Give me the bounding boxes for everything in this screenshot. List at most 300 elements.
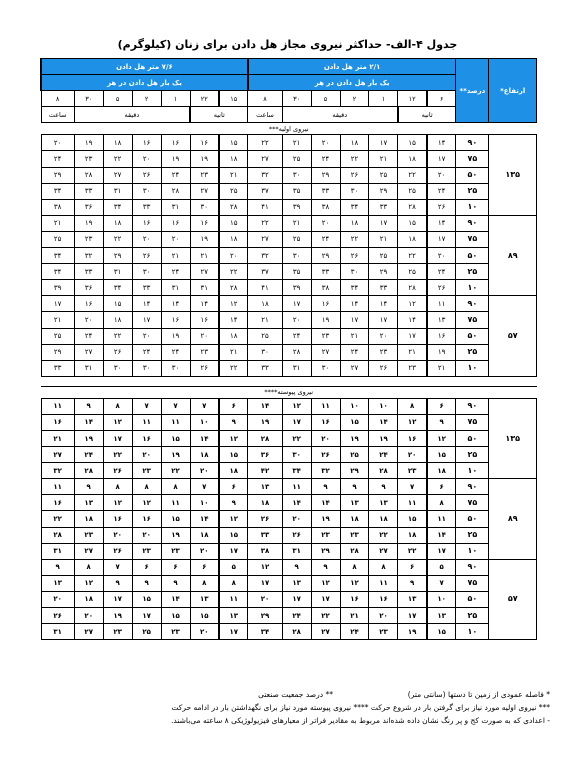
value-cell: ۹ <box>398 575 427 591</box>
value-cell: ۲۲ <box>340 151 369 167</box>
value-cell: ۱۸ <box>369 511 398 527</box>
value-cell: ۳۴ <box>41 183 74 199</box>
value-cell: ۲۱ <box>248 312 282 328</box>
value-cell: ۱۵ <box>427 624 456 640</box>
percent-cell: ۲۵ <box>456 447 489 463</box>
value-cell: ۲۴ <box>132 344 161 360</box>
value-cell: ۱۸ <box>340 135 369 151</box>
table-row <box>41 559 537 575</box>
value-cell: ۲۰ <box>311 430 340 446</box>
value-cell: ۱۲ <box>103 414 132 430</box>
freq-b-5: ۳۰ <box>74 91 103 107</box>
value-cell: ۲۵ <box>282 231 311 247</box>
value-cell: ۳۹ <box>282 199 311 215</box>
table-row <box>41 199 537 215</box>
value-cell: ۱۴ <box>190 430 219 446</box>
value-cell: ۸ <box>190 575 219 591</box>
value-cell: ۱۱ <box>369 575 398 591</box>
height-cell: ۱۳۵ <box>489 135 537 215</box>
value-cell: ۳۴ <box>41 264 74 280</box>
value-cell: ۲۰ <box>248 591 282 607</box>
footnote-height: * فاصله عمودی از زمین تا دستها (سانتی متر) <box>407 690 550 699</box>
value-cell: ۱۴ <box>282 495 311 511</box>
value-cell: ۲۸ <box>41 527 74 543</box>
value-cell: ۳۷ <box>248 183 282 199</box>
value-cell: ۲۲ <box>340 231 369 247</box>
value-cell: ۱۱ <box>282 479 311 495</box>
value-cell: ۲۲ <box>398 167 427 183</box>
value-cell: ۲۰ <box>41 135 74 151</box>
value-cell: ۲۵ <box>282 151 311 167</box>
value-cell: ۱۱ <box>427 296 456 312</box>
value-cell: ۱۸ <box>103 215 132 231</box>
value-cell: ۲۸ <box>74 167 103 183</box>
percent-cell: ۵۰ <box>456 591 489 607</box>
value-cell: ۲۸ <box>369 463 398 479</box>
value-cell: ۳۲ <box>311 463 340 479</box>
value-cell: ۲۵ <box>248 328 282 344</box>
value-cell: ۲۰ <box>311 135 340 151</box>
value-cell: ۳۰ <box>311 360 340 376</box>
value-cell: ۱۴ <box>248 398 282 414</box>
value-cell: ۳۱ <box>190 280 219 296</box>
value-cell: ۱۴ <box>427 135 456 151</box>
value-cell: ۲۰ <box>132 231 161 247</box>
value-cell: ۱۱ <box>132 414 161 430</box>
value-cell: ۳۱ <box>103 264 132 280</box>
value-cell: ۱۶ <box>190 215 219 231</box>
value-cell: ۲۲ <box>398 248 427 264</box>
value-cell: ۳۰ <box>282 447 311 463</box>
value-cell: ۱۶ <box>103 511 132 527</box>
value-cell: ۲۲ <box>282 430 311 446</box>
value-cell: ۲۱ <box>340 608 369 624</box>
value-cell: ۲۲ <box>161 463 190 479</box>
value-cell: ۲۷ <box>248 231 282 247</box>
section-label-row <box>41 386 537 398</box>
value-cell: ۳۰ <box>132 264 161 280</box>
section-label: نیروی اولیه*** <box>41 123 537 135</box>
freq-b-2: ۱ <box>161 91 190 107</box>
freq-a-0: ۶ <box>427 91 456 107</box>
value-cell: ۲۶ <box>103 543 132 559</box>
value-cell: ۱۲ <box>74 575 103 591</box>
value-cell: ۲۷ <box>41 447 74 463</box>
unit-hour-b: ساعت <box>41 107 74 123</box>
value-cell: ۳۳ <box>74 183 103 199</box>
value-cell: ۱۱ <box>311 398 340 414</box>
group-a-header: ۲/۱ متر هل دادن <box>248 59 456 75</box>
value-cell: ۲۶ <box>132 167 161 183</box>
value-cell: ۷ <box>132 398 161 414</box>
value-cell: ۲۳ <box>74 231 103 247</box>
value-cell: ۹ <box>103 575 132 591</box>
unit-hour-a: ساعت <box>248 107 282 123</box>
value-cell: ۲۲ <box>219 360 248 376</box>
value-cell: ۳۴ <box>282 463 311 479</box>
value-cell: ۱۷ <box>132 312 161 328</box>
value-cell: ۱۹ <box>74 135 103 151</box>
value-cell: ۲۰ <box>369 328 398 344</box>
value-cell: ۲۹ <box>41 167 74 183</box>
freq-b-3: ۲ <box>132 91 161 107</box>
value-cell: ۱۸ <box>74 591 103 607</box>
value-cell: ۶ <box>427 479 456 495</box>
value-cell: ۱۴ <box>369 296 398 312</box>
value-cell: ۳۴ <box>248 624 282 640</box>
value-cell: ۲۰ <box>282 312 311 328</box>
value-cell: ۲۰ <box>74 312 103 328</box>
value-cell: ۱۶ <box>161 135 190 151</box>
value-cell: ۱۵ <box>219 527 248 543</box>
freq-b-4: ۵ <box>103 91 132 107</box>
value-cell: ۲۶ <box>190 360 219 376</box>
value-cell: ۲۱ <box>398 344 427 360</box>
value-cell: ۲۴ <box>427 183 456 199</box>
percent-cell: ۱۰ <box>456 543 489 559</box>
value-cell: ۷ <box>427 575 456 591</box>
value-cell: ۱۶ <box>41 495 74 511</box>
value-cell: ۳۳ <box>248 527 282 543</box>
value-cell: ۱۳ <box>398 591 427 607</box>
value-cell: ۱۱ <box>398 495 427 511</box>
value-cell: ۱۶ <box>161 312 190 328</box>
value-cell: ۱۲ <box>398 296 427 312</box>
percent-cell: ۲۵ <box>456 264 489 280</box>
table-row <box>41 398 537 414</box>
value-cell: ۳۲ <box>41 463 74 479</box>
value-cell: ۱۶ <box>132 511 161 527</box>
value-cell: ۳۸ <box>248 543 282 559</box>
value-cell: ۱۸ <box>190 527 219 543</box>
value-cell: ۱۸ <box>219 463 248 479</box>
value-cell: ۱۰ <box>190 495 219 511</box>
value-cell: ۲۰ <box>427 248 456 264</box>
table-row <box>41 414 537 430</box>
value-cell: ۱۲ <box>398 414 427 430</box>
value-cell: ۲۰ <box>132 328 161 344</box>
value-cell: ۳۳ <box>369 280 398 296</box>
value-cell: ۱۷ <box>219 624 248 640</box>
value-cell: ۲۷ <box>311 624 340 640</box>
value-cell: ۳۸ <box>311 280 340 296</box>
value-cell: ۲۲ <box>103 447 132 463</box>
value-cell: ۱۸ <box>340 215 369 231</box>
value-cell: ۲۱ <box>427 360 456 376</box>
table-row <box>41 215 537 231</box>
value-cell: ۲۲ <box>398 543 427 559</box>
value-cell: ۳۳ <box>311 183 340 199</box>
percent-cell: ۷۵ <box>456 495 489 511</box>
value-cell: ۲۱ <box>190 248 219 264</box>
value-cell: ۷ <box>398 479 427 495</box>
value-cell: ۱۶ <box>132 430 161 446</box>
table-row <box>41 463 537 479</box>
value-cell: ۳۱ <box>74 360 103 376</box>
value-cell: ۲۱ <box>161 248 190 264</box>
value-cell: ۱۶ <box>340 591 369 607</box>
value-cell: ۲۴ <box>161 264 190 280</box>
value-cell: ۲۶ <box>41 608 74 624</box>
value-cell: ۳۸ <box>311 199 340 215</box>
table-title: جدول ۴-الف- حداکثر نیروی مجاز هل دادن برای زنان (کیلوگرم) <box>117 38 458 51</box>
value-cell: ۱۴ <box>340 296 369 312</box>
value-cell: ۱۵ <box>398 135 427 151</box>
value-cell: ۳۰ <box>132 360 161 376</box>
value-cell: ۱۴ <box>132 296 161 312</box>
value-cell: ۱۴ <box>161 296 190 312</box>
table-row <box>41 511 537 527</box>
value-cell: ۱۴ <box>74 414 103 430</box>
value-cell: ۲۳ <box>74 151 103 167</box>
value-cell: ۲۳ <box>132 543 161 559</box>
value-cell: ۲۵ <box>369 167 398 183</box>
value-cell: ۲۱ <box>282 135 311 151</box>
value-cell: ۱۷ <box>340 312 369 328</box>
value-cell: ۲۷ <box>74 344 103 360</box>
value-cell: ۲۳ <box>398 360 427 376</box>
value-cell: ۲۵ <box>340 447 369 463</box>
value-cell: ۳۱ <box>161 280 190 296</box>
value-cell: ۱۸ <box>74 511 103 527</box>
value-cell: ۱۹ <box>248 414 282 430</box>
value-cell: ۲۶ <box>427 199 456 215</box>
value-cell: ۱۶ <box>190 135 219 151</box>
value-cell: ۱۶ <box>132 135 161 151</box>
value-cell: ۳۰ <box>282 248 311 264</box>
percent-cell: ۲۵ <box>456 183 489 199</box>
value-cell: ۱۸ <box>219 328 248 344</box>
value-cell: ۲۱ <box>369 151 398 167</box>
value-cell: ۱۹ <box>161 527 190 543</box>
value-cell: ۱۸ <box>398 231 427 247</box>
percent-cell: ۱۰ <box>456 280 489 296</box>
value-cell: ۳۰ <box>340 183 369 199</box>
value-cell: ۲۶ <box>311 447 340 463</box>
value-cell: ۱۸ <box>340 511 369 527</box>
value-cell: ۲۸ <box>74 463 103 479</box>
table-row <box>41 344 537 360</box>
unit-second-b: ثانیه <box>190 107 248 123</box>
value-cell: ۱۸ <box>248 296 282 312</box>
freq-b-6: ۸ <box>41 91 74 107</box>
value-cell: ۲۲ <box>103 231 132 247</box>
value-cell: ۲۵ <box>132 624 161 640</box>
height-cell: ۸۹ <box>489 479 537 559</box>
value-cell: ۲۰ <box>132 527 161 543</box>
freq-b-1: ۲۲ <box>190 91 219 107</box>
value-cell: ۲۳ <box>369 344 398 360</box>
percent-cell: ۵۰ <box>456 167 489 183</box>
value-cell: ۳۷ <box>248 264 282 280</box>
value-cell: ۱۸ <box>248 495 282 511</box>
value-cell: ۱۷ <box>282 414 311 430</box>
value-cell: ۲۵ <box>398 264 427 280</box>
value-cell: ۱۴ <box>161 591 190 607</box>
value-cell: ۲۴ <box>282 608 311 624</box>
value-cell: ۸ <box>427 495 456 511</box>
value-cell: ۳۳ <box>248 360 282 376</box>
value-cell: ۹ <box>427 414 456 430</box>
push-force-table-wrapper <box>40 58 537 640</box>
value-cell: ۱۲ <box>219 430 248 446</box>
value-cell: ۲۳ <box>369 624 398 640</box>
value-cell: ۹ <box>219 414 248 430</box>
value-cell: ۱۷ <box>427 231 456 247</box>
value-cell: ۱۵ <box>161 608 190 624</box>
value-cell: ۳۱ <box>161 199 190 215</box>
value-cell: ۳۲ <box>248 167 282 183</box>
value-cell: ۱۷ <box>398 328 427 344</box>
value-cell: ۴۱ <box>248 280 282 296</box>
table-row <box>41 151 537 167</box>
value-cell: ۱۰ <box>427 591 456 607</box>
value-cell: ۳۵ <box>282 183 311 199</box>
percent-cell: ۷۵ <box>456 151 489 167</box>
value-cell: ۱۱ <box>427 511 456 527</box>
value-cell: ۱۵ <box>340 414 369 430</box>
value-cell: ۱۲ <box>103 495 132 511</box>
value-cell: ۲۰ <box>190 463 219 479</box>
value-cell: ۱۰ <box>369 398 398 414</box>
value-cell: ۳۴ <box>103 280 132 296</box>
percent-cell: ۵۰ <box>456 248 489 264</box>
value-cell: ۲۸ <box>340 543 369 559</box>
value-cell: ۳۰ <box>340 264 369 280</box>
value-cell: ۲۶ <box>369 360 398 376</box>
percent-cell: ۹۰ <box>456 296 489 312</box>
group-b-subheader: یک بار هل دادن در هر <box>41 75 248 91</box>
value-cell: ۹ <box>219 495 248 511</box>
table-row <box>41 183 537 199</box>
percent-cell: ۵۰ <box>456 328 489 344</box>
value-cell: ۲۷ <box>74 543 103 559</box>
value-cell: ۸ <box>74 559 103 575</box>
value-cell: ۲۰ <box>132 447 161 463</box>
value-cell: ۱۲ <box>219 511 248 527</box>
value-cell: ۲۰ <box>161 231 190 247</box>
percent-cell: ۲۵ <box>456 527 489 543</box>
value-cell: ۴۱ <box>248 199 282 215</box>
value-cell: ۱۷ <box>282 591 311 607</box>
value-cell: ۶ <box>219 479 248 495</box>
value-cell: ۱۲ <box>248 559 282 575</box>
value-cell: ۱۹ <box>427 344 456 360</box>
value-cell: ۸ <box>103 479 132 495</box>
value-cell: ۵ <box>219 559 248 575</box>
value-cell: ۱۶ <box>132 215 161 231</box>
value-cell: ۲۴ <box>161 167 190 183</box>
value-cell: ۲۴ <box>41 151 74 167</box>
value-cell: ۱۶ <box>74 296 103 312</box>
value-cell: ۱۷ <box>398 608 427 624</box>
value-cell: ۲۰ <box>132 151 161 167</box>
push-force-table <box>40 58 537 640</box>
value-cell: ۱۵ <box>161 430 190 446</box>
value-cell: ۱۹ <box>161 447 190 463</box>
value-cell: ۲۷ <box>340 360 369 376</box>
value-cell: ۲۸ <box>282 624 311 640</box>
value-cell: ۱۹ <box>74 215 103 231</box>
value-cell: ۱۵ <box>161 511 190 527</box>
value-cell: ۲۸ <box>398 199 427 215</box>
value-cell: ۱۷ <box>103 591 132 607</box>
value-cell: ۲۹ <box>103 248 132 264</box>
value-cell: ۳۱ <box>41 543 74 559</box>
freq-a-3: ۲ <box>340 91 369 107</box>
value-cell: ۳۰ <box>248 344 282 360</box>
value-cell: ۹ <box>311 559 340 575</box>
value-cell: ۱۹ <box>340 430 369 446</box>
value-cell: ۲۵ <box>41 328 74 344</box>
value-cell: ۱۵ <box>398 511 427 527</box>
value-cell: ۱۴ <box>311 495 340 511</box>
value-cell: ۷ <box>190 398 219 414</box>
value-cell: ۲۱ <box>219 344 248 360</box>
height-column-header: ارتفاع* <box>489 59 537 123</box>
value-cell: ۲۹ <box>311 543 340 559</box>
value-cell: ۱۸ <box>427 463 456 479</box>
value-cell: ۱۶ <box>161 215 190 231</box>
value-cell: ۳۶ <box>74 280 103 296</box>
unit-second-a: ثانیه <box>398 107 456 123</box>
value-cell: ۱۸ <box>190 447 219 463</box>
value-cell: ۸ <box>132 479 161 495</box>
unit-minute-a: دقیقه <box>282 107 398 123</box>
value-cell: ۱۹ <box>103 608 132 624</box>
value-cell: ۲۶ <box>340 167 369 183</box>
percent-cell: ۱۰ <box>456 199 489 215</box>
value-cell: ۲۸ <box>219 280 248 296</box>
value-cell: ۱۷ <box>103 430 132 446</box>
value-cell: ۸ <box>103 398 132 414</box>
value-cell: ۱۶ <box>427 328 456 344</box>
value-cell: ۱۴ <box>190 511 219 527</box>
value-cell: ۲۴ <box>74 447 103 463</box>
value-cell: ۲۳ <box>161 624 190 640</box>
table-row <box>41 328 537 344</box>
value-cell: ۱۴ <box>369 414 398 430</box>
value-cell: ۲۶ <box>340 248 369 264</box>
value-cell: ۷ <box>161 398 190 414</box>
section-label-row <box>41 123 537 135</box>
value-cell: ۳۳ <box>74 264 103 280</box>
value-cell: ۱۲ <box>282 398 311 414</box>
value-cell: ۱۷ <box>219 543 248 559</box>
value-cell: ۳۶ <box>74 199 103 215</box>
value-cell: ۲۲ <box>219 264 248 280</box>
value-cell: ۳۱ <box>103 183 132 199</box>
table-row <box>41 447 537 463</box>
percent-cell: ۵۰ <box>456 430 489 446</box>
percent-cell: ۷۵ <box>456 575 489 591</box>
value-cell: ۳۳ <box>311 264 340 280</box>
value-cell: ۱۷ <box>427 151 456 167</box>
footnote-line-1 <box>25 688 550 701</box>
value-cell: ۲۷ <box>369 543 398 559</box>
value-cell: ۱۳ <box>427 312 456 328</box>
value-cell: ۲۰ <box>103 527 132 543</box>
value-cell: ۱۸ <box>219 151 248 167</box>
value-cell: ۲۱ <box>41 312 74 328</box>
value-cell: ۶ <box>427 398 456 414</box>
value-cell: ۱۶ <box>311 296 340 312</box>
value-cell: ۹ <box>132 575 161 591</box>
value-cell: ۳۰ <box>103 360 132 376</box>
value-cell: ۲۶ <box>427 280 456 296</box>
value-cell: ۱۵ <box>398 215 427 231</box>
value-cell: ۳۶ <box>248 447 282 463</box>
